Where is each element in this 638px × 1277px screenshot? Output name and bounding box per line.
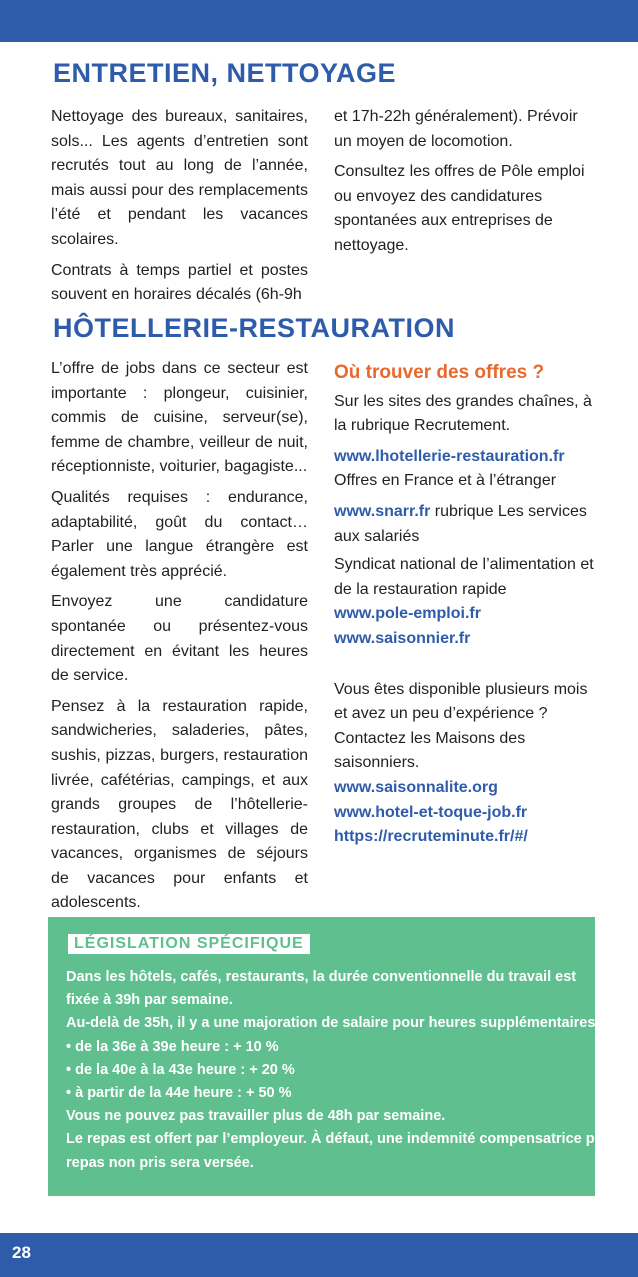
link-recruteminute[interactable]: https://recruteminute.fr/#/: [334, 828, 528, 846]
paragraph: et 17h-22h généralement). Prévoir un moyen de locomotion.: [334, 108, 578, 150]
cleaning-left-column: [51, 105, 308, 314]
link-description: Syndicat national de l’alimentation et de la restauration rapide: [334, 556, 594, 598]
legal-title: LÉGISLATION SPÉCIFIQUE: [68, 934, 310, 954]
section-title-cleaning: ENTRETIEN, NETTOYAGE: [53, 58, 397, 88]
link-saisonnier[interactable]: www.saisonnier.fr: [334, 629, 471, 647]
hotel-left-column: [51, 357, 308, 922]
link-snarr[interactable]: www.snarr.fr: [334, 502, 431, 520]
section-title-hotel: HÔTELLERIE-RESTAURATION: [53, 313, 455, 343]
legal-line: • de la 40e à la 43e heure : + 20 %: [66, 1061, 295, 1078]
offers-intro: Sur les sites des grandes chaînes, à la rubrique Recrutement.: [334, 392, 592, 435]
snarr-line: [334, 500, 598, 549]
top-banner: [0, 0, 638, 42]
paragraph: L’offre de jobs dans ce secteur est importante : plongeur, cuisinier, commis de cuisine, serveur(se), femme de chambre, veilleur de nuit, réceptionniste, voiturier, bagagiste...: [51, 360, 308, 476]
paragraph: Envoyez une candidature spontanée ou présentez-vous directement en évitant les heures de service.: [51, 593, 308, 685]
offers-heading: Où trouver des offres ?: [334, 362, 545, 383]
link-saisonnalite[interactable]: www.saisonnalite.org: [334, 778, 498, 796]
page-number: 28: [12, 1243, 31, 1262]
legal-line: Au-delà de 35h, il y a une majoration de salaire pour heures supplémentaires :: [66, 1015, 605, 1032]
legal-line: Vous ne pouvez pas travailler plus de 48h par semaine.: [66, 1108, 446, 1125]
bottom-banner: [0, 1233, 638, 1277]
legal-line: repas non pris sera versée.: [66, 1154, 254, 1171]
link-description: Offres en France et à l’étranger: [334, 472, 557, 490]
paragraph: Pensez à la restauration rapide, sandwicheries, saladeries, pâtes, sushis, pizzas, burgers, restauration livrée, cafétérias, campings, et aux grands groupes de l’hôtellerie-restauration, clubs et villages de vacances, organismes de séjours de vacances pour enfants et adolescents.: [51, 697, 308, 912]
legal-line: Dans les hôtels, cafés, restaurants, la durée conventionnelle du travail est: [66, 969, 577, 985]
seasonal-text: Vous êtes disponible plusieurs mois et avez un peu d’expérience ? Contactez les Maisons des saisonniers.: [334, 680, 588, 772]
hotel-right-column: [334, 361, 598, 850]
link-pole-emploi[interactable]: www.pole-emploi.fr: [334, 605, 481, 623]
paragraph: Contrats à temps partiel et postes souvent en horaires décalés (6h-9h: [51, 261, 308, 304]
legal-line: • à partir de la 44e heure : + 50 %: [66, 1085, 292, 1102]
link-lhotellerie[interactable]: www.lhotellerie-restauration.fr: [334, 447, 565, 465]
cleaning-right-column: [334, 105, 598, 265]
legal-line: Le repas est offert par l’employeur. À défaut, une indemnité compensatrice pour: [66, 1131, 618, 1148]
paragraph: Qualités requises : endurance, adaptabilité, goût du contact… Parler une langue étrangère est également très apprécié.: [51, 488, 308, 580]
paragraph: Consultez les offres de Pôle emploi ou envoyez des candidatures spontanées aux entreprises de nettoyage.: [334, 163, 585, 254]
link-suffix: rubrique Les services aux salariés: [334, 502, 587, 545]
legal-text: [66, 966, 618, 1175]
legal-line: fixée à 39h par semaine.: [66, 992, 233, 1009]
legal-line: • de la 36e à 39e heure : + 10 %: [66, 1038, 279, 1055]
link-hotel-et-toque[interactable]: www.hotel-et-toque-job.fr: [334, 803, 528, 821]
paragraph: Nettoyage des bureaux, sanitaires, sols... Les agents d’entretien sont recrutés tout au long de l’année, mais aussi pour des remplacements l’été et pendant les vacances scolaires.: [51, 108, 308, 248]
